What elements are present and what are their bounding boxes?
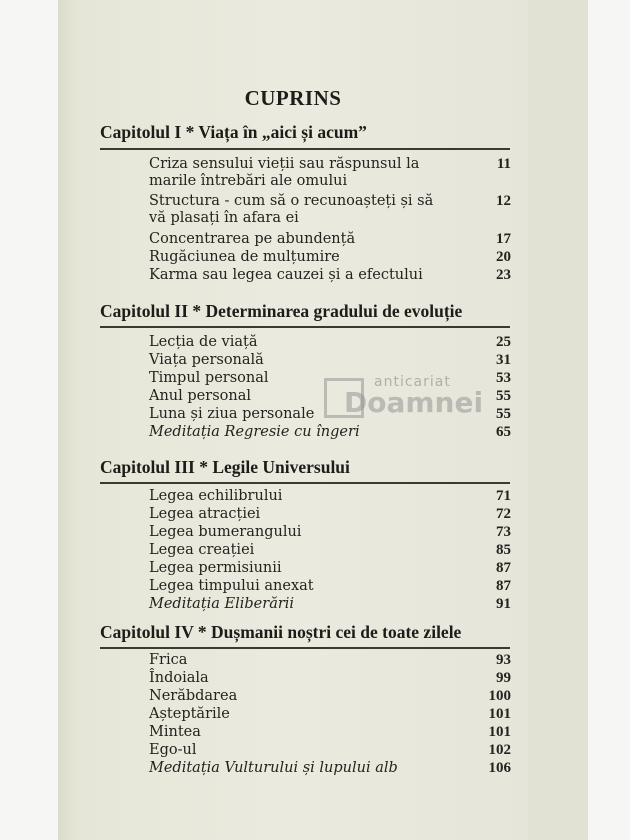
toc-entry[interactable] bbox=[149, 706, 511, 723]
toc-entry-title: Legea echilibrului bbox=[149, 488, 283, 504]
toc-entry[interactable] bbox=[149, 249, 511, 266]
book-page bbox=[58, 0, 530, 840]
toc-entry-page: 102 bbox=[488, 742, 511, 758]
toc-entry-page: 72 bbox=[496, 506, 511, 522]
toc-entry-title: Viața personală bbox=[149, 352, 264, 368]
toc-entry-title: Criza sensului vieții sau răspunsul la marile întrebări ale omului bbox=[149, 156, 420, 189]
toc-entry-title: Concentrarea pe abundență bbox=[149, 231, 356, 247]
toc-entry-page: 31 bbox=[496, 352, 511, 368]
watermark-line1: anticariat bbox=[374, 374, 451, 390]
toc-entry-title: Rugăciunea de mulțumire bbox=[149, 249, 340, 265]
toc-entry-page: 25 bbox=[496, 334, 511, 350]
toc-entry-page: 93 bbox=[496, 652, 511, 668]
toc-entry-page: 53 bbox=[496, 370, 511, 386]
toc-entry-page: 100 bbox=[488, 688, 511, 704]
toc-entry[interactable] bbox=[149, 267, 511, 284]
toc-entry-title: Așteptările bbox=[149, 706, 230, 722]
toc-entry[interactable] bbox=[149, 524, 511, 541]
toc-entry-page: 101 bbox=[488, 724, 511, 740]
toc-entry-title: Meditația Eliberării bbox=[149, 596, 295, 612]
toc-entry-title: Legea bumerangului bbox=[149, 524, 302, 540]
toc-entry-title: Karma sau legea cauzei și a efectului bbox=[149, 267, 423, 283]
toc-entry-title: Mintea bbox=[149, 724, 201, 740]
toc-entry-page: 17 bbox=[496, 231, 511, 247]
chapter-rule-3 bbox=[100, 482, 510, 484]
toc-entry[interactable] bbox=[149, 193, 511, 227]
toc-entry[interactable] bbox=[149, 488, 511, 505]
toc-entry-title: Meditația Vulturului și lupului alb bbox=[149, 760, 398, 776]
watermark-line2: Doamnei bbox=[344, 386, 484, 419]
toc-entry-title: Structura - cum să o recunoașteți și să vă plasați în afara ei bbox=[149, 193, 434, 226]
toc-entry-title: Îndoiala bbox=[149, 670, 209, 686]
toc-entry-page: 71 bbox=[496, 488, 511, 504]
toc-entry-page: 55 bbox=[496, 406, 511, 422]
toc-entry-meditation[interactable] bbox=[149, 596, 511, 613]
toc-entry[interactable] bbox=[149, 542, 511, 559]
toc-entry-title: Timpul personal bbox=[149, 370, 269, 386]
toc-entry[interactable] bbox=[149, 688, 511, 705]
toc-entry[interactable] bbox=[149, 156, 511, 190]
toc-entry-title: Anul personal bbox=[149, 388, 251, 404]
toc-entry-title: Ego-ul bbox=[149, 742, 197, 758]
toc-entry[interactable] bbox=[149, 352, 511, 369]
toc-entry-title: Luna și ziua personale bbox=[149, 406, 315, 422]
toc-entry-title: Lecția de viață bbox=[149, 334, 258, 350]
toc-entry-page: 87 bbox=[496, 578, 511, 594]
toc-entry[interactable] bbox=[149, 578, 511, 595]
toc-entry-title: Meditația Regresie cu îngeri bbox=[149, 424, 360, 440]
toc-entry-title: Legea creației bbox=[149, 542, 255, 558]
toc-entry-title: Frica bbox=[149, 652, 188, 668]
toc-entry-title: Legea atracției bbox=[149, 506, 261, 522]
toc-entry-title: Legea permisiunii bbox=[149, 560, 282, 576]
table-of-contents bbox=[58, 0, 528, 840]
toc-entry-page: 11 bbox=[496, 156, 511, 172]
toc-entry-page: 65 bbox=[496, 424, 511, 440]
toc-entry-page: 73 bbox=[496, 524, 511, 540]
toc-entry-page: 99 bbox=[496, 670, 511, 686]
chapter-rule-2 bbox=[100, 326, 510, 328]
toc-entry-page: 101 bbox=[488, 706, 511, 722]
toc-entry-page: 87 bbox=[496, 560, 511, 576]
toc-entry-title: Legea timpului anexat bbox=[149, 578, 314, 594]
toc-entry-page: 20 bbox=[496, 249, 511, 265]
chapter-heading-2: Capitolul II * Determinarea gradului de evoluție bbox=[100, 301, 463, 321]
toc-entry-page: 55 bbox=[496, 388, 511, 404]
watermark-logo bbox=[324, 372, 514, 422]
toc-entry-page: 85 bbox=[496, 542, 511, 558]
chapter-heading-4: Capitolul IV * Dușmanii noștri cei de toate zilele bbox=[100, 622, 462, 642]
toc-entry[interactable] bbox=[149, 724, 511, 741]
toc-entry[interactable] bbox=[149, 670, 511, 687]
toc-entry[interactable] bbox=[149, 560, 511, 577]
toc-entry-page: 12 bbox=[496, 193, 511, 209]
toc-entry-page: 106 bbox=[488, 760, 511, 776]
toc-entry-meditation[interactable] bbox=[149, 424, 511, 441]
toc-entry-page: 23 bbox=[496, 267, 511, 283]
chapter-rule-1 bbox=[100, 148, 510, 150]
toc-entry[interactable] bbox=[149, 334, 511, 351]
page-title: CUPRINS bbox=[244, 86, 342, 110]
chapter-heading-3: Capitolul III * Legile Universului bbox=[100, 457, 350, 477]
toc-entry[interactable] bbox=[149, 506, 511, 523]
toc-entry-page: 91 bbox=[496, 596, 511, 612]
toc-entry-title: Nerăbdarea bbox=[149, 688, 238, 704]
chapter-heading-1: Capitolul I * Viața în „aici și acum” bbox=[100, 122, 367, 142]
toc-entry-meditation[interactable] bbox=[149, 760, 511, 777]
toc-entry[interactable] bbox=[149, 231, 511, 248]
toc-entry[interactable] bbox=[149, 652, 511, 669]
toc-entry[interactable] bbox=[149, 742, 511, 759]
chapter-rule-4 bbox=[100, 647, 510, 649]
